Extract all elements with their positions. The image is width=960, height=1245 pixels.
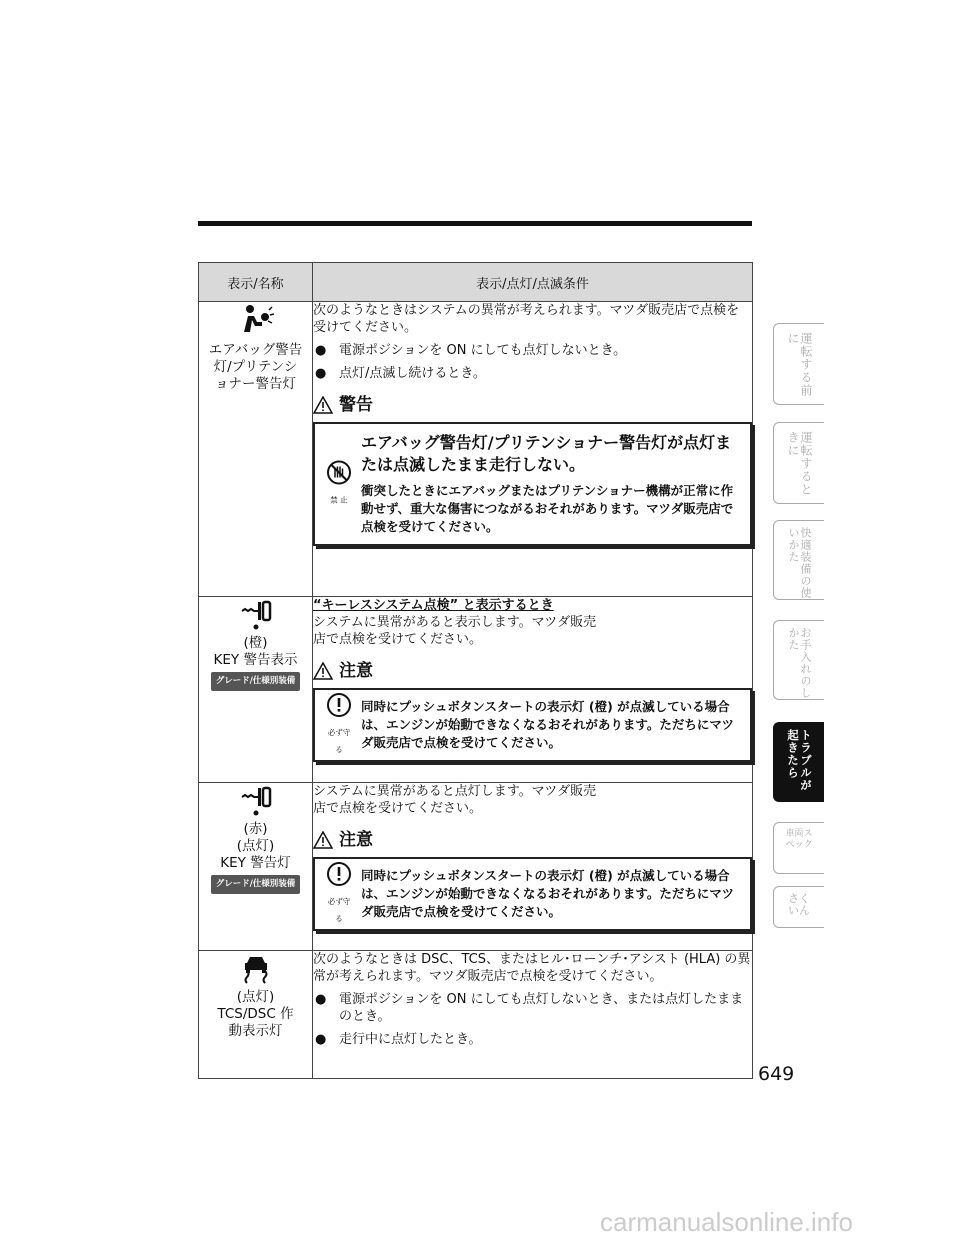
name-cell xyxy=(199,597,313,783)
intro-text: 次のようなときはシステムの異常が考えられます。マツダ販売店で点検を受けてください。 xyxy=(313,303,740,335)
bullet-icon: ● xyxy=(315,992,327,1007)
name-line: 動表示灯 xyxy=(228,1023,283,1039)
condition-cell xyxy=(313,302,753,597)
name-line: (点灯) xyxy=(236,838,275,854)
page-number: 649 xyxy=(758,1063,795,1085)
header-condition: 表示/点灯/点滅条件 xyxy=(313,263,753,302)
name-line: (赤) xyxy=(243,821,268,837)
condition-cell xyxy=(313,783,753,951)
mandatory-symbol: 必ず守る xyxy=(325,861,353,927)
bullet-icon: ● xyxy=(315,1032,327,1047)
condition-cell xyxy=(313,951,753,1079)
list-item: ● 走行中に点灯したとき。 xyxy=(315,1032,482,1047)
caution-heading: 注意 xyxy=(313,662,752,680)
list-item: ● 電源ポジションを ON にしても点灯しないとき、または点灯したままのとき。 xyxy=(315,992,744,1024)
skidding-car-icon xyxy=(239,951,273,985)
tab-before-driving[interactable]: 運転する前に xyxy=(773,323,824,405)
top-rule xyxy=(198,221,752,226)
box-text: 同時にプッシュボタンスタートの表示灯 (橙) が点滅している場合は、エンジンが始動できなくなるおそれがあります。ただちにマツダ販売店で点検を受けてください。 xyxy=(361,699,735,750)
name-line: (橙) xyxy=(243,635,268,651)
list-item: ● 電源ポジションを ON にしても点灯しないとき。 xyxy=(315,343,627,358)
table-row xyxy=(199,951,753,1079)
condition-cell xyxy=(313,597,753,783)
airbag-icon xyxy=(238,302,274,338)
grade-badge: グレード/仕様別装備 xyxy=(211,875,301,894)
list-item: ● 点灯/点滅し続けるとき。 xyxy=(315,366,486,381)
intro-text: 次のようなときは DSC、TCS、またはヒル･ローンチ･アシスト (HLA) の異常が考えられます。マツダ販売店で点検を受けてください。 xyxy=(313,952,751,984)
key-warning-icon xyxy=(239,597,273,631)
bullet-icon: ● xyxy=(315,343,327,358)
tab-while-driving[interactable]: 運転するときに xyxy=(773,422,824,504)
footer-watermark: carmanualsonline.info xyxy=(600,1207,853,1237)
prohibit-hand-icon xyxy=(326,460,352,486)
tab-index[interactable]: さくいん xyxy=(773,886,824,928)
name-line: 灯/プリテンシ xyxy=(213,359,298,375)
tab-troubleshooting[interactable]: トラブルが起きたら xyxy=(773,722,824,802)
tab-comfort-features[interactable]: 快適装備の使いかた xyxy=(773,520,824,600)
warning-triangle-icon xyxy=(313,831,333,849)
grade-badge: グレード/仕様別装備 xyxy=(211,672,301,691)
name-line: KEY 警告灯 xyxy=(220,855,291,871)
warning-triangle-icon xyxy=(313,662,333,680)
name-line: エアバッグ警告 xyxy=(208,342,303,358)
tab-vehicle-specs[interactable]: 車両スペック xyxy=(773,822,824,874)
table-row xyxy=(199,783,753,951)
name-line: (点灯) xyxy=(236,989,275,1005)
name-cell xyxy=(199,302,313,597)
table-row xyxy=(199,302,753,597)
name-line: KEY 警告表示 xyxy=(213,652,298,668)
sub-heading: “キーレスシステム点検” と表示するとき xyxy=(313,598,554,613)
tab-maintenance[interactable]: お手入れのしかた xyxy=(773,620,824,700)
box-text: 同時にプッシュボタンスタートの表示灯 (橙) が点滅している場合は、エンジンが始動できなくなるおそれがあります。ただちにマツダ販売店で点検を受けてください。 xyxy=(361,868,735,919)
box-heading: エアバッグ警告灯/プリテンショナー警告灯が点灯または点滅したまま走行しない。 xyxy=(361,433,732,474)
warning-light-table xyxy=(198,262,753,1079)
table-header-row xyxy=(199,263,753,302)
exclamation-circle-icon xyxy=(326,861,352,887)
box-body: 衝突したときにエアバッグまたはプリテンショナー機構が正常に作動せず、重大な傷害につながるおそれがあります。マツダ販売店で点検を受けてください。 xyxy=(361,483,734,534)
warning-heading: 警告 xyxy=(313,396,752,414)
caution-box xyxy=(313,857,752,931)
intro-text: システムに異常があると表示します。マツダ販売店で点検を受けてください。 xyxy=(313,615,597,647)
table-row xyxy=(199,597,753,783)
bullet-icon: ● xyxy=(315,366,327,381)
caution-heading: 注意 xyxy=(313,831,752,849)
prohibit-symbol: 禁 止 xyxy=(325,460,353,509)
caution-box xyxy=(313,688,752,762)
intro-text: システムに異常があると点灯します。マツダ販売店で点検を受けてください。 xyxy=(313,784,597,816)
header-name: 表示/名称 xyxy=(199,263,313,302)
mandatory-symbol: 必ず守る xyxy=(325,692,353,758)
warning-box xyxy=(313,422,752,546)
warning-triangle-icon xyxy=(313,396,333,414)
exclamation-circle-icon xyxy=(326,692,352,718)
name-cell xyxy=(199,951,313,1079)
key-warning-icon xyxy=(239,783,273,817)
name-line: ョナー警告灯 xyxy=(215,376,296,392)
name-line: TCS/DSC 作 xyxy=(217,1006,294,1022)
name-cell xyxy=(199,783,313,951)
